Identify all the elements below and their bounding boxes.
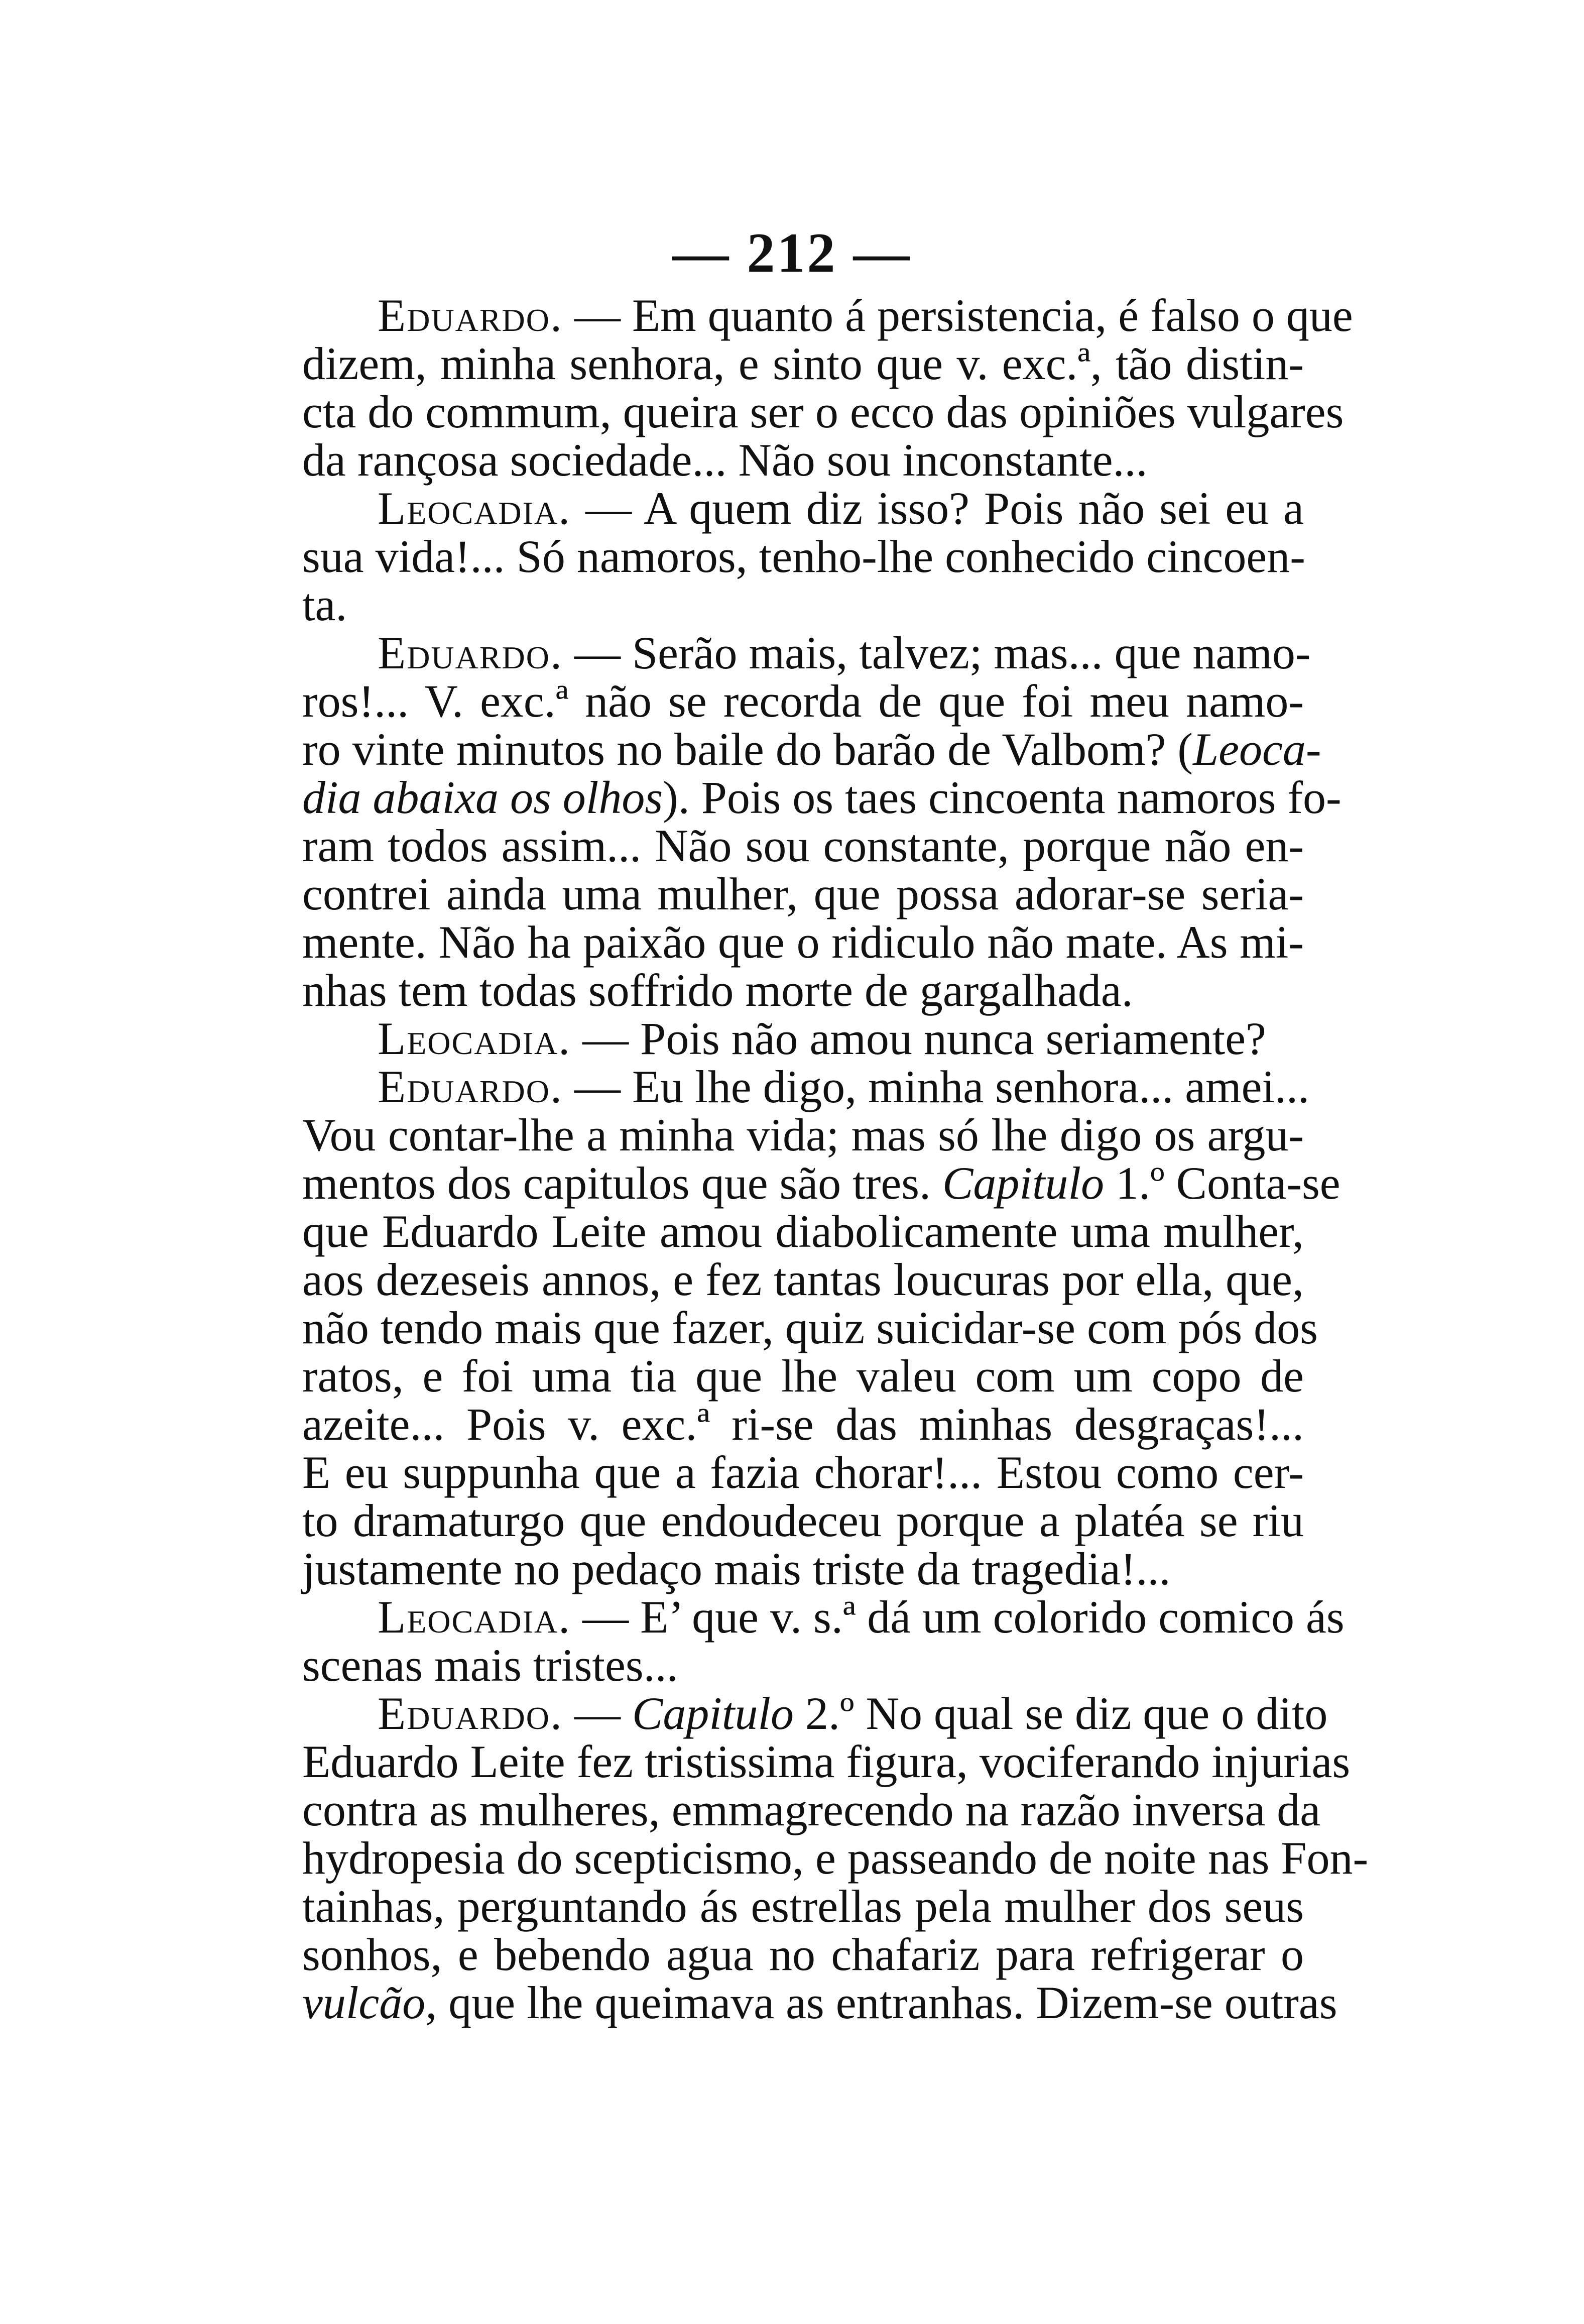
line-text: cta do commum, queira ser o ecco das opiniões vulgares	[302, 386, 1344, 437]
text-line	[302, 1014, 1304, 1063]
text-line	[302, 1882, 1304, 1930]
line-text: ram todos assim... Não sou constante, porque não en-	[302, 820, 1304, 871]
line-text: dizem, minha senhora, e sinto que v. exc.ª, tão distin-	[302, 338, 1304, 389]
line-text: ratos, e foi uma tia que lhe valeu com um copo de	[302, 1350, 1304, 1402]
speaker-name: Leocadia.	[378, 1591, 571, 1643]
text-line	[302, 580, 1304, 629]
text-line	[302, 918, 1304, 966]
line-text: justamente no pedaço mais triste da tragedia!...	[302, 1543, 1171, 1594]
text-line	[302, 339, 1304, 388]
line-text: não tendo mais que fazer, quiz suicidar-se com pós dos	[302, 1302, 1318, 1353]
line-text: ta.	[302, 579, 347, 630]
text-line	[302, 436, 1304, 484]
text-line	[302, 1061, 1309, 1112]
text-line	[302, 1930, 1304, 1979]
speaker-name: Leocadia.	[378, 483, 571, 534]
italic-text: Leoca-	[1193, 724, 1321, 775]
text-line	[302, 870, 1304, 918]
line-text: E eu suppunha que a fazia chorar!... Estou como cer-	[302, 1447, 1304, 1498]
italic-text: vulcão,	[302, 1977, 437, 2028]
line-text: — E’ que v. s.ª dá um colorido comico ás	[571, 1591, 1345, 1643]
text-line	[302, 1302, 1318, 1353]
text-line	[302, 290, 1353, 341]
line-text: aos dezeseis annos, e fez tantas loucuras por ella, que,	[302, 1254, 1304, 1305]
italic-text: dia abaixa os olhos	[302, 772, 663, 823]
text-line	[302, 1400, 1304, 1448]
text-line	[302, 966, 1304, 1014]
line-text: — Eu lhe digo, minha senhora... amei...	[562, 1061, 1309, 1112]
text-line	[302, 1111, 1304, 1159]
text-line	[302, 1352, 1304, 1400]
text-column	[302, 290, 1369, 2028]
line-text: sua vida!... Só namoros, tenho-lhe conhecido cincoen-	[302, 531, 1305, 582]
line-text: que Eduardo Leite amou diabolicamente uma mulher,	[302, 1206, 1304, 1257]
speaker-name: Eduardo.	[378, 1688, 563, 1739]
line-text: azeite... Pois v. exc.ª ri-se das minhas desgraças!...	[302, 1399, 1304, 1450]
italic-text: Capitulo	[632, 1688, 794, 1739]
page-number: — 212 —	[672, 222, 912, 284]
line-text: ro vinte minutos no baile do barão de Valbom? (	[302, 724, 1193, 775]
text-line	[302, 772, 1342, 823]
line-text: que lhe queimava as entranhas. Dizem-se outras	[437, 1977, 1337, 2028]
line-text: — A quem diz isso? Pois não sei eu a	[571, 483, 1304, 534]
text-line	[302, 1157, 1341, 1209]
line-text: nhas tem todas soffrido morte de gargalhada.	[302, 965, 1133, 1016]
line-text: — Em quanto á persistencia, é falso o que	[562, 290, 1353, 341]
text-line	[302, 1496, 1304, 1545]
line-text: —	[562, 1688, 632, 1739]
line-text: ros!... V. exc.ª não se recorda de que foi meu namo-	[302, 675, 1304, 727]
line-text: mentos dos capitulos que são tres.	[302, 1157, 943, 1209]
text-line	[302, 724, 1321, 775]
line-text: Eduardo Leite fez tristissima figura, vociferando injurias	[302, 1736, 1351, 1787]
text-line	[302, 1207, 1304, 1255]
line-text: tainhas, perguntando ás estrellas pela mulher dos seus	[302, 1881, 1304, 1932]
text-line	[302, 484, 1304, 532]
text-line	[302, 1255, 1304, 1304]
text-line	[302, 822, 1304, 870]
speaker-name: Eduardo.	[378, 1061, 563, 1112]
text-line	[302, 1784, 1321, 1835]
text-line	[302, 1832, 1369, 1884]
speaker-name: Eduardo.	[378, 290, 563, 341]
line-text: mente. Não ha paixão que o ridiculo não mate. As mi-	[302, 916, 1304, 968]
text-line	[302, 1545, 1304, 1593]
line-text: — Pois não amou nunca seriamente?	[571, 1013, 1266, 1064]
text-line	[302, 1977, 1337, 2028]
line-text: contra as mulheres, emmagrecendo na razão inversa da	[302, 1784, 1321, 1835]
line-text: 2.º No qual se diz que o dito	[794, 1688, 1328, 1739]
italic-text: Capitulo	[942, 1157, 1105, 1209]
text-line	[302, 1688, 1328, 1739]
text-line	[302, 1641, 1304, 1689]
text-line	[302, 677, 1304, 725]
speaker-name: Eduardo.	[378, 627, 563, 678]
line-text: ). Pois os taes cincoenta namoros fo-	[663, 772, 1342, 823]
text-line	[302, 1736, 1351, 1787]
line-text: scenas mais tristes...	[302, 1640, 678, 1691]
text-line	[302, 1448, 1304, 1496]
text-line	[302, 532, 1304, 580]
line-text: 1.º Conta-se	[1104, 1157, 1341, 1209]
line-text: Vou contar-lhe a minha vida; mas só lhe digo os argu-	[302, 1109, 1304, 1160]
text-line	[302, 386, 1344, 437]
text-line	[302, 1591, 1345, 1643]
speaker-name: Leocadia.	[378, 1013, 571, 1064]
line-text: hydropesia do scepticismo, e passeando de noite nas Fon-	[302, 1832, 1369, 1884]
line-text: to dramaturgo que endoudeceu porque a platéa se riu	[302, 1495, 1304, 1546]
line-text: — Serão mais, talvez; mas... que namo-	[562, 627, 1311, 678]
line-text: da rançosa sociedade... Não sou inconstante...	[302, 434, 1148, 486]
line-text: contrei ainda uma mulher, que possa adorar-se seria-	[302, 868, 1304, 919]
line-text: sonhos, e bebendo agua no chafariz para refrigerar o	[302, 1929, 1304, 1980]
text-line	[302, 627, 1311, 678]
